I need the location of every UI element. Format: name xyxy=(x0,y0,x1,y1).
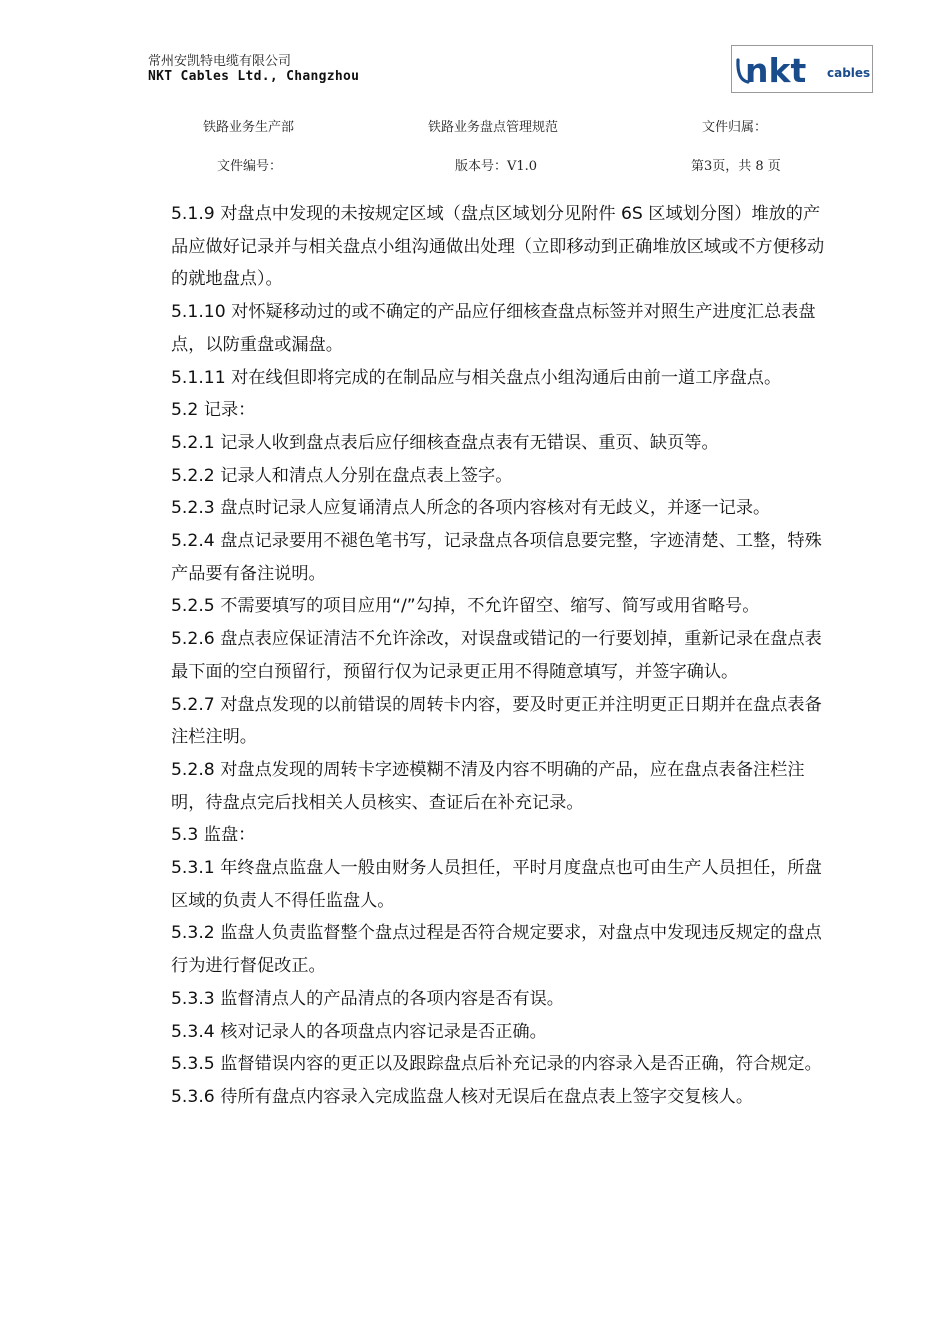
paragraph: 5.2.1 记录人收到盘点表后应仔细核查盘点表有无错误、重页、缺页等。 xyxy=(171,432,719,453)
nkt-cables-logo xyxy=(731,45,873,93)
company-name-en: NKT Cables Ltd., Changzhou xyxy=(148,69,360,84)
paragraph: 5.2.7 对盘点发现的以前错误的周转卡内容，要及时更正并注明更正日期并在盘点表备注栏注明。 xyxy=(171,694,822,748)
paragraph: 5.1.11 对在线但即将完成的在制品应与相关盘点小组沟通后由前一道工序盘点。 xyxy=(171,367,782,388)
page-number: 第3页，共 8 页 xyxy=(691,159,781,174)
paragraph: 5.2.8 对盘点发现的周转卡字迹模糊不清及内容不明确的产品，应在盘点表备注栏注明，待盘点完后找相关人员核实、查证后在补充记录。 xyxy=(171,759,805,813)
paragraph: 5.3.4 核对记录人的各项盘点内容记录是否正确。 xyxy=(171,1021,547,1042)
paragraph: 5.2.4 盘点记录要用不褪色笔书写，记录盘点各项信息要完整，字迹清楚、工整，特殊产品要有备注说明。 xyxy=(171,531,822,584)
paragraph: 5.2.2 记录人和清点人分别在盘点表上签字。 xyxy=(171,465,513,486)
section-heading: 5.3 监盘： xyxy=(171,825,256,846)
section-heading: 5.2 记录： xyxy=(171,400,256,421)
document-ownership: 文件归属： xyxy=(702,120,768,135)
svg-text:cables: cables xyxy=(827,66,871,80)
paragraph: 5.2.5 不需要填写的项目应用“/”勾掉，不允许留空、缩写、简写或用省略号。 xyxy=(171,596,760,617)
paragraph: 5.3.3 监督清点人的产品清点的各项内容是否有误。 xyxy=(171,988,564,1009)
document-title: 铁路业务盘点管理规范 xyxy=(428,120,559,135)
paragraph: 5.3.6 待所有盘点内容录入完成监盘人核对无误后在盘点表上签字交复核人。 xyxy=(171,1086,754,1107)
paragraph: 5.2.6 盘点表应保证清洁不允许涂改，对误盘或错记的一行要划掉，重新记录在盘点表最下面的空白预留行，预留行仅为记录更正用不得随意填写，并签字确认。 xyxy=(171,629,822,682)
document-body xyxy=(171,198,836,1114)
department-label: 铁路业务生产部 xyxy=(203,120,295,135)
svg-text:nkt: nkt xyxy=(745,51,807,90)
paragraph: 5.3.1 年终盘点监盘人一般由财务人员担任，平时月度盘点也可由生产人员担任，所盘区域的负责人不得任监盘人。 xyxy=(171,858,822,911)
paragraph: 5.2.3 盘点时记录人应复诵清点人所念的各项内容核对有无歧义，并逐一记录。 xyxy=(171,498,771,519)
document-number: 文件编号： xyxy=(217,159,283,174)
paragraph: 5.1.9 对盘点中发现的未按规定区域（盘点区域划分见附件 6S 区域划分图）堆放的产品应做好记录并与相关盘点小组沟通做出处理（立即移动到正确堆放区域或不方便移动的就地盘点）。 xyxy=(171,204,825,290)
company-name-cn: 常州安凯特电缆有限公司 xyxy=(148,54,292,69)
version-number: 版本号：V1.0 xyxy=(455,159,538,174)
paragraph: 5.3.2 监盘人负责监督整个盘点过程是否符合规定要求，对盘点中发现违反规定的盘点行为进行督促改正。 xyxy=(171,923,822,977)
paragraph: 5.1.10 对怀疑移动过的或不确定的产品应仔细核查盘点标签并对照生产进度汇总表盘点，以防重盘或漏盘。 xyxy=(171,302,816,355)
paragraph: 5.3.5 监督错误内容的更正以及跟踪盘点后补充记录的内容录入是否正确，符合规定。 xyxy=(171,1054,822,1075)
